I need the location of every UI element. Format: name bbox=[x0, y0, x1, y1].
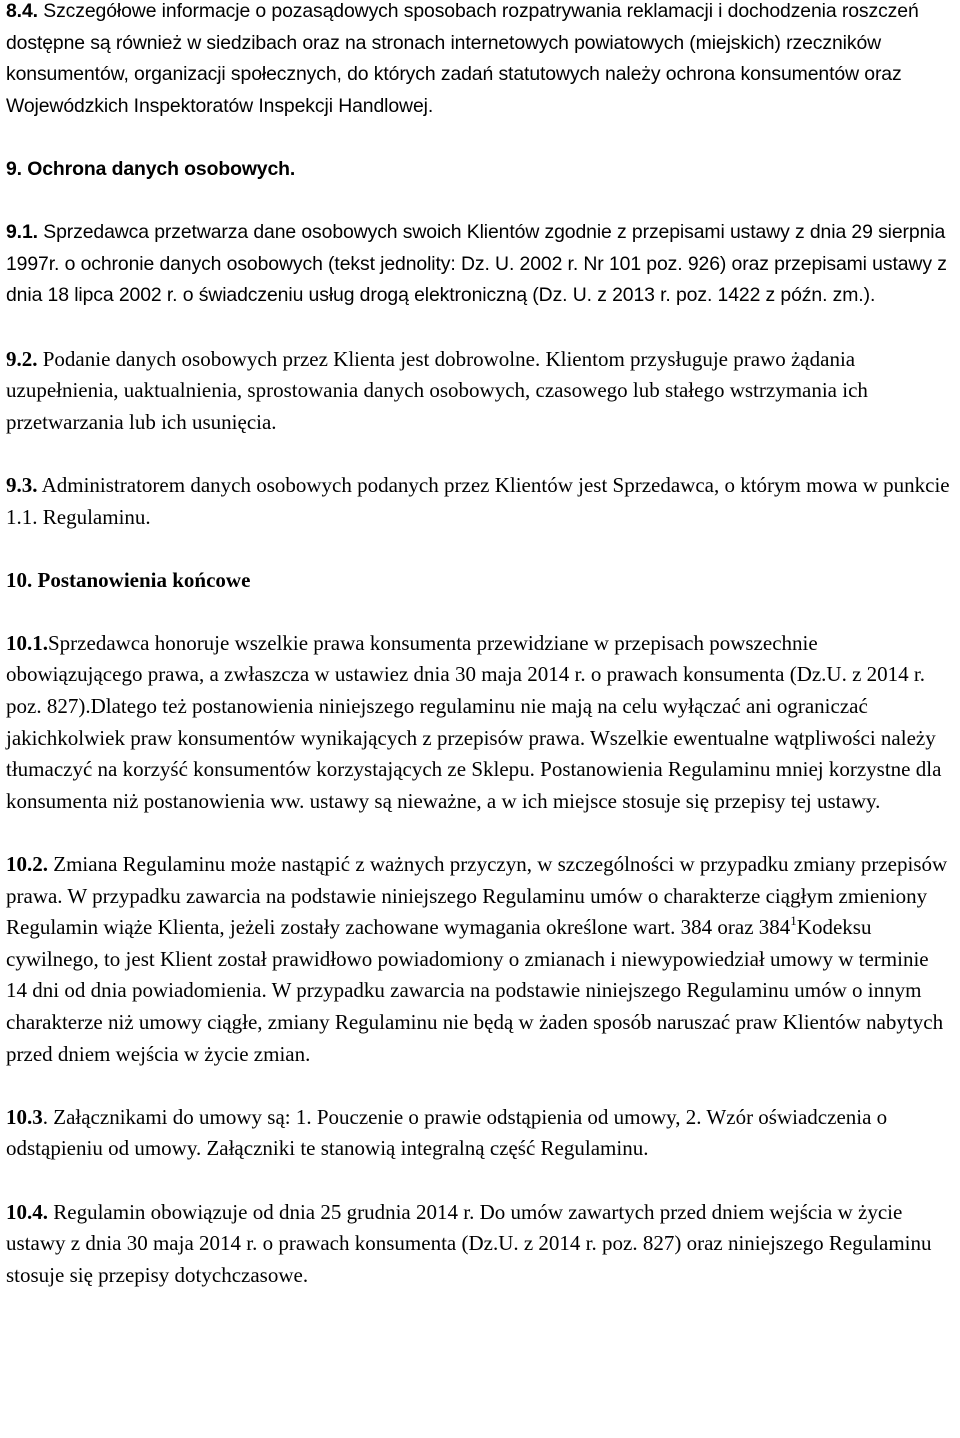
superscript: 1 bbox=[790, 913, 797, 929]
paragraph-number: 9.3. bbox=[6, 472, 38, 497]
paragraph-text-continued: Kodeksu cywilnego, to jest Klient został prawidłowo powiadomiony o zmianach i niewypowiedział umowy w terminie 14 dni od dnia powiadomienia. W przypadku zawarcia na podstawie niniejszego Regulaminu umów o innym charakterze niż umowy ciągłe, zmiany Regulaminu nie będą w żaden sposób naruszać praw Klientów nabytych przed dniem wejścia w życie zmian. bbox=[6, 915, 944, 1066]
paragraph-text: . Załącznikami do umowy są: 1. Pouczenie o prawie odstąpienia od umowy, 2. Wzór oświadczenia o odstąpieniu od umowy. Załączniki te stanowią integralną część Regulaminu. bbox=[6, 1104, 888, 1161]
paragraph-number: 8.4. bbox=[6, 0, 38, 22]
paragraph-number: 9.2. bbox=[6, 346, 38, 371]
paragraph-10-3 bbox=[6, 1102, 954, 1165]
paragraph-9-1 bbox=[6, 217, 954, 312]
paragraph-number: 10.4. bbox=[6, 1199, 48, 1224]
paragraph-text: Administratorem danych osobowych podanych przez Klientów jest Sprzedawca, o którym mowa w punkcie 1.1. Regulaminu. bbox=[6, 472, 950, 529]
section-heading-9: 9. Ochrona danych osobowych. bbox=[6, 157, 296, 180]
paragraph-text: Podanie danych osobowych przez Klienta jest dobrowolne. Klientom przysługuje prawo żądania uzupełnienia, uaktualnienia, sprostowania danych osobowych, czasowego lub stałego wstrzymania ich przetwarzania lub ich usunięcia. bbox=[6, 346, 868, 434]
paragraph-number: 9.1. bbox=[6, 221, 38, 244]
paragraph-text: Sprzedawca honoruje wszelkie prawa konsumenta przewidziane w przepisach powszechnie obowiązującego prawa, a zwłaszcza w ustawiez dnia 30 maja 2014 r. o prawach konsumenta (Dz.U. z 2014 r. poz. 827).Dlatego też postanowienia niniejszego regulaminu nie mają na celu wyłączać ani ograniczać jakichkolwiek praw konsumentów wynikających z przepisów prawa. Wszelkie ewentualne wątpliwości należy tłumaczyć na korzyść konsumentów korzystających ze Sklepu. Postanowienia Regulaminu mniej korzystne dla konsumenta niż postanowienia ww. ustawy są nieważne, a w ich miejsce stosuje się przepisy tej ustawy. bbox=[6, 630, 942, 813]
section-heading-10: 10. Postanowienia końcowe bbox=[6, 567, 251, 592]
paragraph-9-2 bbox=[6, 344, 954, 439]
paragraph-text: Zmiana Regulaminu może nastąpić z ważnych przyczyn, w szczególności w przypadku zmiany przepisów prawa. W przypadku zawarcia na podstawie niniejszego Regulaminu umów o charakterze ciągłym zmieniony Regulamin wiąże Klienta, jeżeli zostały zachowane wymagania określone wart. 384 oraz 384 bbox=[6, 852, 948, 940]
paragraph-10-2 bbox=[6, 849, 954, 1070]
paragraph-text: Sprzedawca przetwarza dane osobowych swoich Klientów zgodnie z przepisami ustawy z dnia 29 sierpnia 1997r. o ochronie danych osobowych (tekst jednolity: Dz. U. 2002 r. Nr 101 poz. 926) oraz przepisami ustawy z dnia 18 lipca 2002 r. o świadczeniu usług drogą elektroniczną (Dz. U. z 2013 r. poz. 1422 z późn. zm.). bbox=[6, 221, 947, 307]
paragraph-10-1 bbox=[6, 628, 954, 818]
paragraph-text: Regulamin obowiązuje od dnia 25 grudnia 2014 r. Do umów zawartych przed dniem wejścia w życie ustawy z dnia 30 maja 2014 r. o prawach konsumenta (Dz.U. z 2014 r. poz. 827) oraz niniejszego Regulaminu stosuje się przepisy dotychczasowe. bbox=[6, 1199, 932, 1287]
paragraph-number: 10.3 bbox=[6, 1104, 43, 1129]
paragraph-text: Szczegółowe informacje o pozasądowych sposobach rozpatrywania reklamacji i dochodzenia roszczeń dostępne są również w siedzibach oraz na stronach internetowych powiatowych (miejskich) rzeczników konsumentów, organizacji społecznych, do których zadań statutowych należy ochrona konsumentów oraz Wojewódzkich Inspektoratów Inspekcji Handlowej. bbox=[6, 0, 919, 117]
paragraph-number: 10.2. bbox=[6, 852, 48, 877]
paragraph-8-4 bbox=[6, 0, 954, 122]
paragraph-9-3 bbox=[6, 470, 954, 533]
paragraph-10-4 bbox=[6, 1197, 954, 1292]
paragraph-number: 10.1. bbox=[6, 630, 48, 655]
